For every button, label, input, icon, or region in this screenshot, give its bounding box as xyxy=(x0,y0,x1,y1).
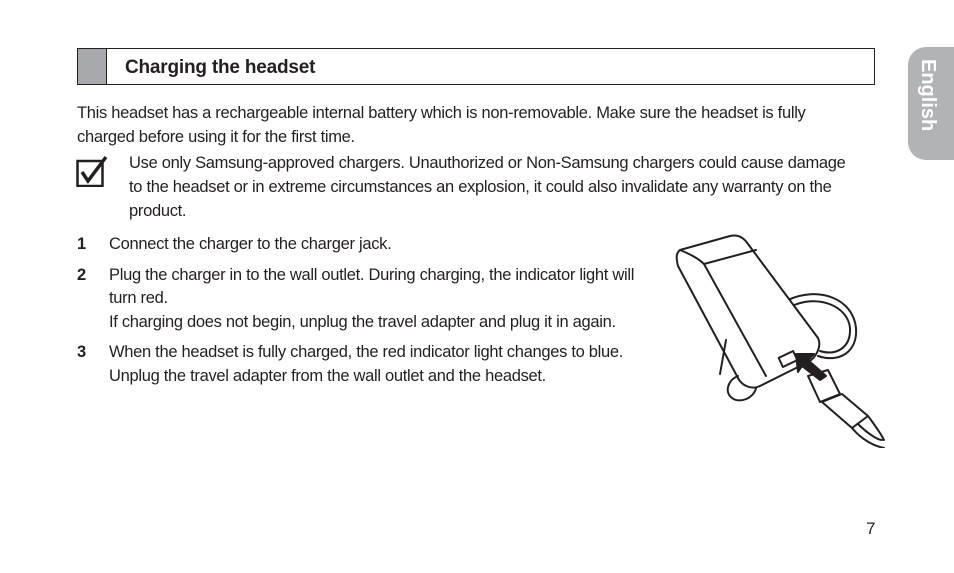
step-text: Connect the charger to the charger jack. xyxy=(109,235,392,253)
step-text: Plug the charger in to the wall outlet. During charging, the indicator light will turn red. xyxy=(109,265,635,307)
language-tab-label: English xyxy=(917,59,939,132)
section-header xyxy=(77,48,875,85)
step-3 xyxy=(77,341,637,388)
section-header-tab xyxy=(78,49,107,84)
intro-paragraph: This headset has a rechargeable internal battery which is non-removable. Make sure the headset is fully charged before using it for the first time. xyxy=(77,104,806,146)
note-text: Use only Samsung-approved chargers. Unauthorized or Non-Samsung chargers could cause damage to the headset or in extreme circumstances an explosion, it could also invalidate any warranty on the product. xyxy=(129,154,846,220)
step-text: If charging does not begin, unplug the travel adapter and plug it in again. xyxy=(109,312,616,331)
headset-charging-illustration xyxy=(668,228,898,448)
section-title: Charging the headset xyxy=(125,57,316,78)
step-number: 2 xyxy=(77,265,86,284)
step-number: 3 xyxy=(77,343,86,361)
step-1 xyxy=(77,233,637,257)
page-number: 7 xyxy=(866,519,876,538)
step-number: 1 xyxy=(77,235,86,253)
step-text: When the headset is fully charged, the red indicator light changes to blue. Unplug the travel adapter from the wall outlet and the headset. xyxy=(109,343,624,385)
checkbox-note-icon xyxy=(76,155,108,187)
language-tab xyxy=(908,47,954,160)
steps-list xyxy=(77,233,637,395)
step-2 xyxy=(77,264,637,335)
